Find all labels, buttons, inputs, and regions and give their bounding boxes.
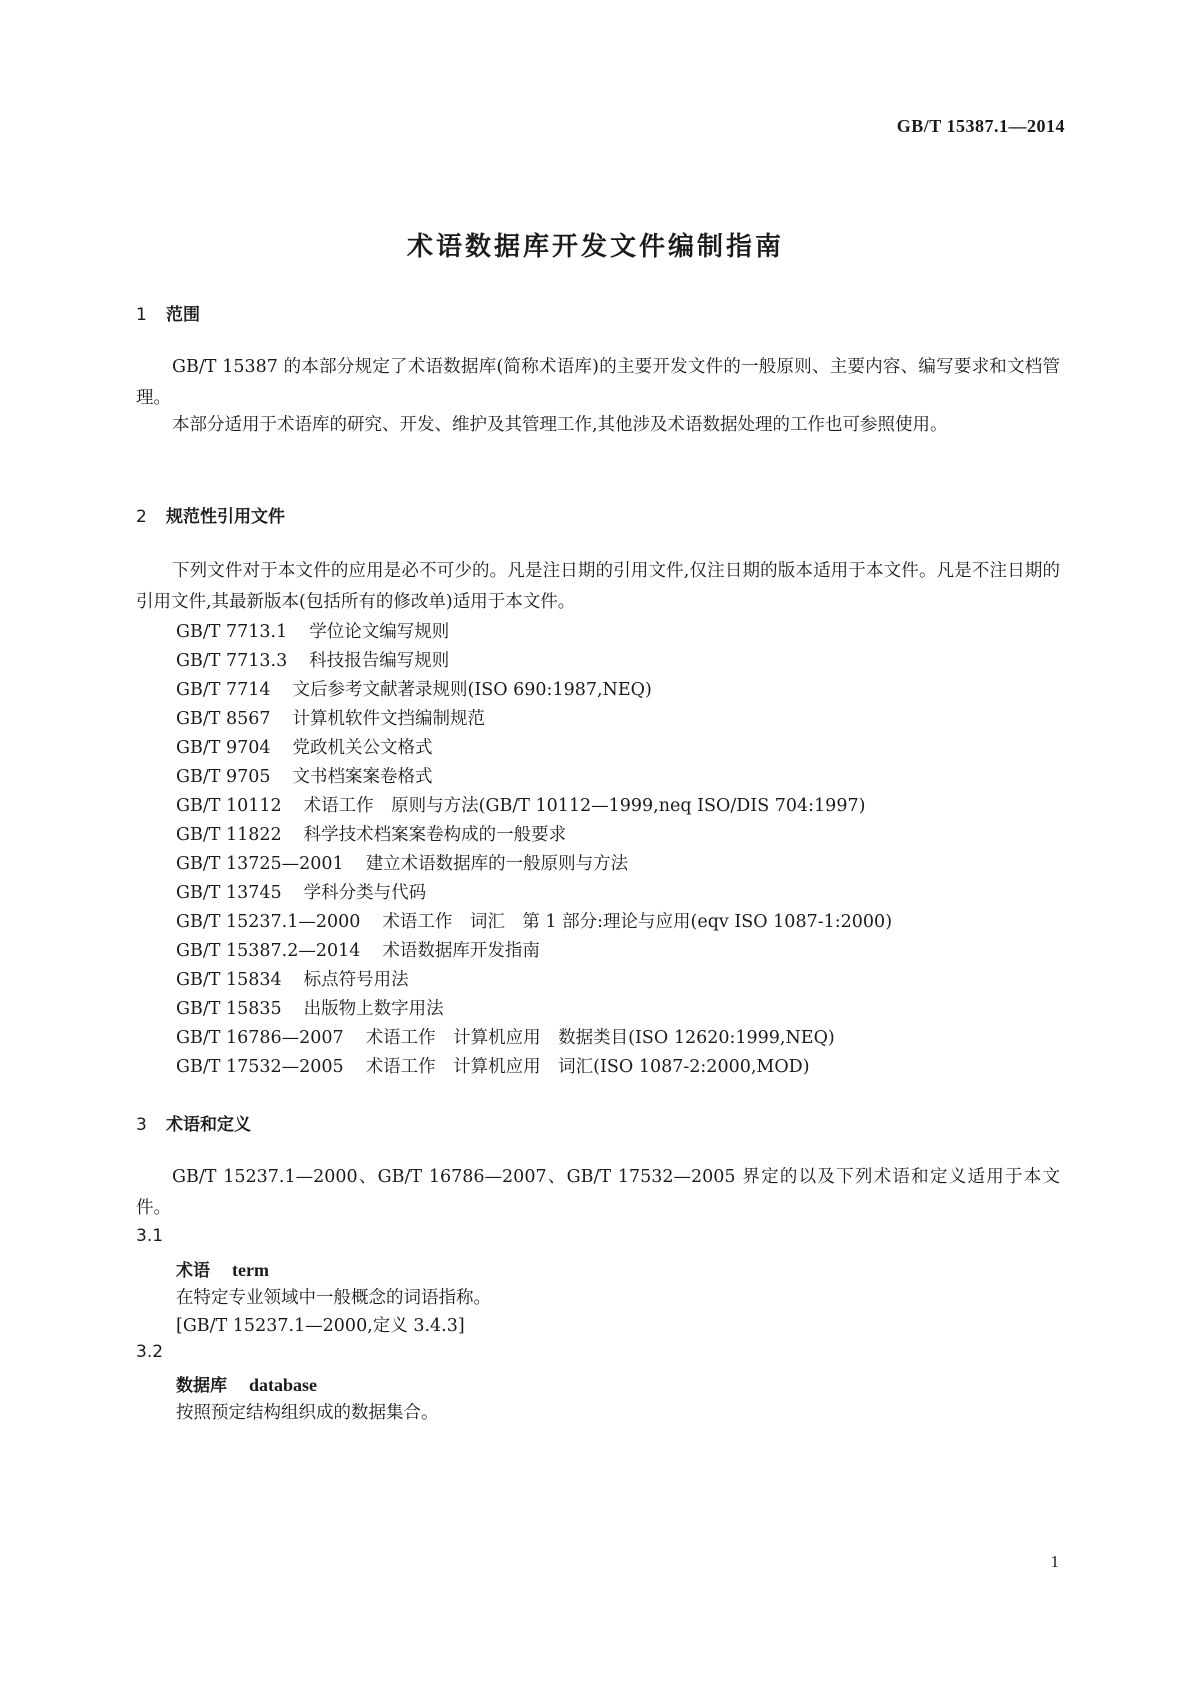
- reference-title: 学位论文编写规则: [309, 622, 450, 642]
- reference-title: 出版物上数字用法: [303, 999, 444, 1019]
- reference-item: [176, 1053, 810, 1078]
- paragraph: GB/T 15237.1—2000、GB/T 16786—2007、GB/T 17532—2005 界定的以及下列术语和定义适用于本文件。: [136, 1167, 1060, 1218]
- reference-title: 文书档案案卷格式: [292, 767, 433, 787]
- reference-code: GB/T 7713.1: [176, 622, 288, 642]
- reference-code: GB/T 7713.3: [176, 651, 288, 671]
- reference-title: 术语数据库开发指南: [382, 941, 540, 961]
- reference-code: GB/T 7714: [176, 680, 271, 700]
- reference-item: [176, 676, 652, 701]
- term-en: database: [249, 1375, 318, 1395]
- section-title: 范围: [166, 305, 200, 325]
- reference-item: [176, 879, 426, 904]
- section-2-heading: [136, 502, 285, 527]
- reference-code: GB/T 15834: [176, 970, 282, 990]
- reference-item: [176, 734, 433, 759]
- reference-code: GB/T 11822: [176, 825, 282, 845]
- term-en: term: [232, 1260, 269, 1280]
- reference-item: [176, 1024, 835, 1049]
- section-1-heading: [136, 300, 200, 325]
- reference-title: 标点符号用法: [303, 970, 409, 990]
- reference-title: 术语工作 计算机应用 数据类目(ISO 12620:1999,NEQ): [365, 1028, 835, 1048]
- term-number: 3.1: [136, 1226, 164, 1246]
- section-number: 3: [136, 1115, 147, 1135]
- term-definition: 按照预定结构组织成的数据集合。: [176, 1403, 439, 1423]
- reference-title: 建立术语数据库的一般原则与方法: [365, 854, 629, 874]
- reference-code: GB/T 15835: [176, 999, 282, 1019]
- reference-code: GB/T 15387.2—2014: [176, 941, 361, 961]
- reference-code: GB/T 17532—2005: [176, 1057, 344, 1077]
- reference-item: [176, 908, 892, 933]
- section-3-heading: [136, 1110, 251, 1135]
- reference-title: 文后参考文献著录规则(ISO 690:1987,NEQ): [292, 680, 652, 700]
- reference-title: 计算机软件文挡编制规范: [292, 709, 486, 729]
- reference-code: GB/T 9705: [176, 767, 271, 787]
- reference-title: 党政机关公文格式: [292, 738, 433, 758]
- reference-code: GB/T 15237.1—2000: [176, 912, 361, 932]
- reference-item: [176, 763, 433, 788]
- section-title: 术语和定义: [166, 1115, 251, 1135]
- document-title: 术语数据库开发文件编制指南: [406, 232, 784, 262]
- term-heading: [176, 1371, 317, 1396]
- term-heading: [176, 1256, 269, 1281]
- reference-code: GB/T 13745: [176, 883, 282, 903]
- section-number: 2: [136, 507, 147, 527]
- term-zh: 数据库: [176, 1376, 227, 1396]
- paragraph: 下列文件对于本文件的应用是必不可少的。凡是注日期的引用文件,仅注日期的版本适用于本文件。凡是不注日期的引用文件,其最新版本(包括所有的修改单)适用于本文件。: [136, 561, 1060, 612]
- reference-code: GB/T 16786—2007: [176, 1028, 344, 1048]
- term-zh: 术语: [176, 1261, 210, 1281]
- term-number: 3.2: [136, 1342, 164, 1362]
- paragraph: 本部分适用于术语库的研究、开发、维护及其管理工作,其他涉及术语数据处理的工作也可参照使用。: [172, 415, 948, 435]
- page-number: 1: [1050, 1552, 1059, 1571]
- reference-item: [176, 995, 444, 1020]
- reference-item: [176, 647, 449, 672]
- paragraph: GB/T 15387 的本部分规定了术语数据库(简称术语库)的主要开发文件的一般原则、主要内容、编写要求和文档管理。: [136, 357, 1060, 408]
- reference-item: [176, 850, 628, 875]
- reference-code: GB/T 9704: [176, 738, 271, 758]
- reference-item: [176, 821, 566, 846]
- reference-title: 学科分类与代码: [303, 883, 427, 903]
- reference-item: [176, 705, 485, 730]
- standard-number: GB/T 15387.1—2014: [896, 116, 1065, 136]
- reference-code: GB/T 10112: [176, 796, 282, 816]
- reference-item: [176, 937, 540, 962]
- reference-title: 术语工作 词汇 第 1 部分:理论与应用(eqv ISO 1087-1:2000): [382, 912, 893, 932]
- reference-title: 科学技术档案案卷构成的一般要求: [303, 825, 567, 845]
- term-definition: 在特定专业领域中一般概念的词语指称。: [176, 1288, 491, 1308]
- reference-title: 科技报告编写规则: [309, 651, 450, 671]
- section-title: 规范性引用文件: [166, 507, 285, 527]
- section-number: 1: [136, 305, 147, 325]
- reference-title: 术语工作 计算机应用 词汇(ISO 1087-2:2000,MOD): [365, 1057, 810, 1077]
- reference-code: GB/T 13725—2001: [176, 854, 344, 874]
- reference-code: GB/T 8567: [176, 709, 271, 729]
- reference-item: [176, 618, 449, 643]
- reference-item: [176, 792, 865, 817]
- reference-item: [176, 966, 409, 991]
- reference-title: 术语工作 原则与方法(GB/T 10112—1999,neq ISO/DIS 704:1997): [303, 796, 866, 816]
- term-source: [GB/T 15237.1—2000,定义 3.4.3]: [176, 1316, 465, 1336]
